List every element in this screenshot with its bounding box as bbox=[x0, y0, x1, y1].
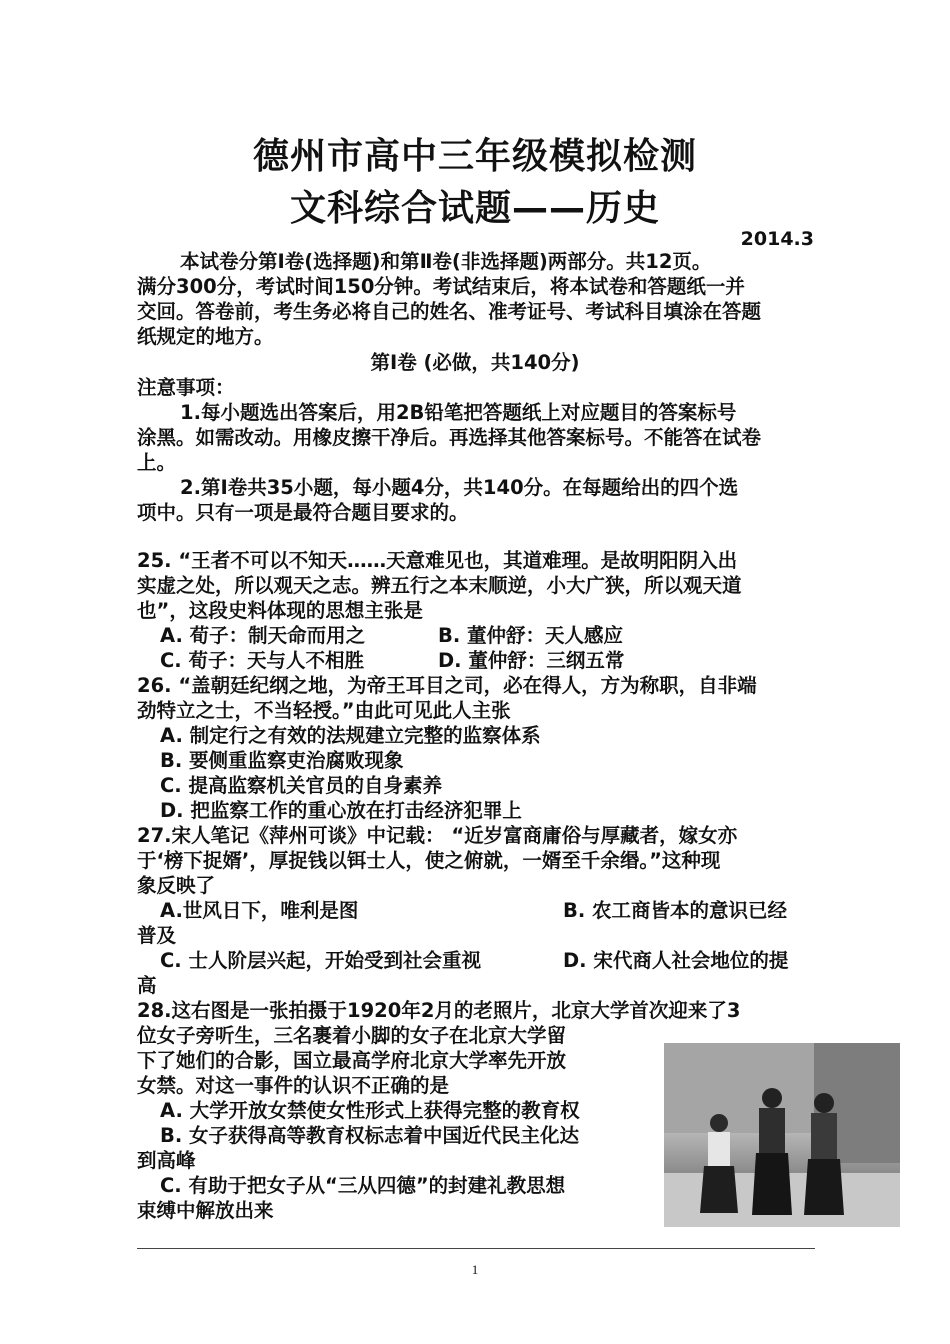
question-27-option-a: A.世风日下，唯利是图 bbox=[160, 899, 359, 922]
historical-photo bbox=[664, 1043, 900, 1227]
note-line: 涂黑。如需改动。用橡皮擦干净后。再选择其他答案标号。不能答在试卷 bbox=[137, 426, 762, 449]
question-27-stem: 27.宋人笔记《萍州可谈》中记载： “近岁富商庸俗与厚藏者，嫁女亦 bbox=[137, 824, 738, 847]
question-26-option-b: B. 要侧重监察吏治腐败现象 bbox=[160, 749, 404, 772]
question-27-stem: 象反映了 bbox=[137, 874, 216, 897]
question-27-option-d: D. 宋代商人社会地位的提 bbox=[563, 949, 789, 972]
exam-date: 2014.3 bbox=[740, 228, 814, 250]
note-line: 上。 bbox=[137, 451, 177, 474]
question-27-option-b: B. 农工商皆本的意识已经 bbox=[563, 899, 788, 922]
question-27-option-d-wrap: 高 bbox=[137, 974, 157, 997]
question-26-option-c: C. 提高监察机关官员的自身素养 bbox=[160, 774, 443, 797]
question-26-stem: 劲特立之士，不当轻授。”由此可见此人主张 bbox=[137, 699, 511, 722]
footer-divider bbox=[137, 1248, 815, 1249]
notes-heading: 注意事项： bbox=[137, 376, 235, 399]
question-28-stem: 女禁。对这一事件的认识不正确的是 bbox=[137, 1074, 450, 1097]
question-28-option-c-wrap: 束缚中解放出来 bbox=[137, 1199, 274, 1222]
note-line: 1.每小题选出答案后，用2B铅笔把答题纸上对应题目的答案标号 bbox=[180, 401, 737, 424]
question-25-option-c: C. 荀子：天与人不相胜 bbox=[160, 649, 365, 672]
page-number: 1 bbox=[471, 1262, 479, 1277]
question-27-stem: 于‘榜下捉婿’，厚捉钱以铒士人，使之俯就，一婿至千余缗。”这种现 bbox=[137, 849, 721, 872]
question-28-stem: 下了她们的合影，国立最高学府北京大学率先开放 bbox=[137, 1049, 567, 1072]
question-27-option-c: C. 士人阶层兴起，开始受到社会重视 bbox=[160, 949, 482, 972]
exam-subtitle: 文科综合试题——历史 bbox=[289, 188, 660, 229]
question-28-option-b-wrap: 到高峰 bbox=[137, 1149, 196, 1172]
section-title: 第Ⅰ卷 (必做，共140分) bbox=[370, 351, 580, 374]
exam-title: 德州市高中三年级模拟检测 bbox=[252, 136, 697, 177]
intro-line: 交回。答卷前，考生务必将自己的姓名、准考证号、考试科目填涂在答题 bbox=[137, 300, 762, 323]
intro-line: 本试卷分第Ⅰ卷(选择题)和第Ⅱ卷(非选择题)两部分。共12页。 bbox=[180, 250, 712, 273]
question-25-stem: 实虚之处，所以观天之志。辨五行之本末顺逆，小大广狭，所以观天道 bbox=[137, 574, 742, 597]
question-28-option-a: A. 大学开放女禁使女性形式上获得完整的教育权 bbox=[160, 1099, 580, 1122]
question-27-option-b-wrap: 普及 bbox=[137, 924, 177, 947]
question-25-option-d: D. 董仲舒：三纲五常 bbox=[438, 649, 625, 672]
question-26-stem: 26. “盖朝廷纪纲之地，为帝王耳目之司，必在得人，方为称职，自非端 bbox=[137, 674, 757, 697]
question-28-stem: 位女子旁听生，三名裹着小脚的女子在北京大学留 bbox=[137, 1024, 567, 1047]
question-28-option-c: C. 有助于把女子从“三从四德”的封建礼教思想 bbox=[160, 1174, 566, 1197]
question-25-option-a: A. 荀子：制天命而用之 bbox=[160, 624, 366, 647]
question-28-stem: 28.这右图是一张拍摄于1920年2月的老照片，北京大学首次迎来了3 bbox=[137, 999, 741, 1022]
question-25-stem: 25. “王者不可以不知天……天意难见也，其道难理。是故明阳阴入出 bbox=[137, 549, 738, 572]
question-28-option-b: B. 女子获得高等教育权标志着中国近代民主化达 bbox=[160, 1124, 580, 1147]
intro-line: 纸规定的地方。 bbox=[137, 325, 274, 348]
question-25-option-b: B. 董仲舒：天人感应 bbox=[438, 624, 624, 647]
question-25-stem: 也”，这段史料体现的思想主张是 bbox=[137, 599, 423, 622]
note-line: 2.第Ⅰ卷共35小题，每小题4分，共140分。在每题给出的四个选 bbox=[180, 476, 739, 499]
intro-line: 满分300分，考试时间150分钟。考试结束后，将本试卷和答题纸一并 bbox=[137, 275, 745, 298]
question-26-option-a: A. 制定行之有效的法规建立完整的监察体系 bbox=[160, 724, 541, 747]
note-line: 项中。只有一项是最符合题目要求的。 bbox=[137, 501, 469, 524]
photo-illustration bbox=[664, 1043, 900, 1227]
question-26-option-d: D. 把监察工作的重心放在打击经济犯罪上 bbox=[160, 799, 522, 822]
